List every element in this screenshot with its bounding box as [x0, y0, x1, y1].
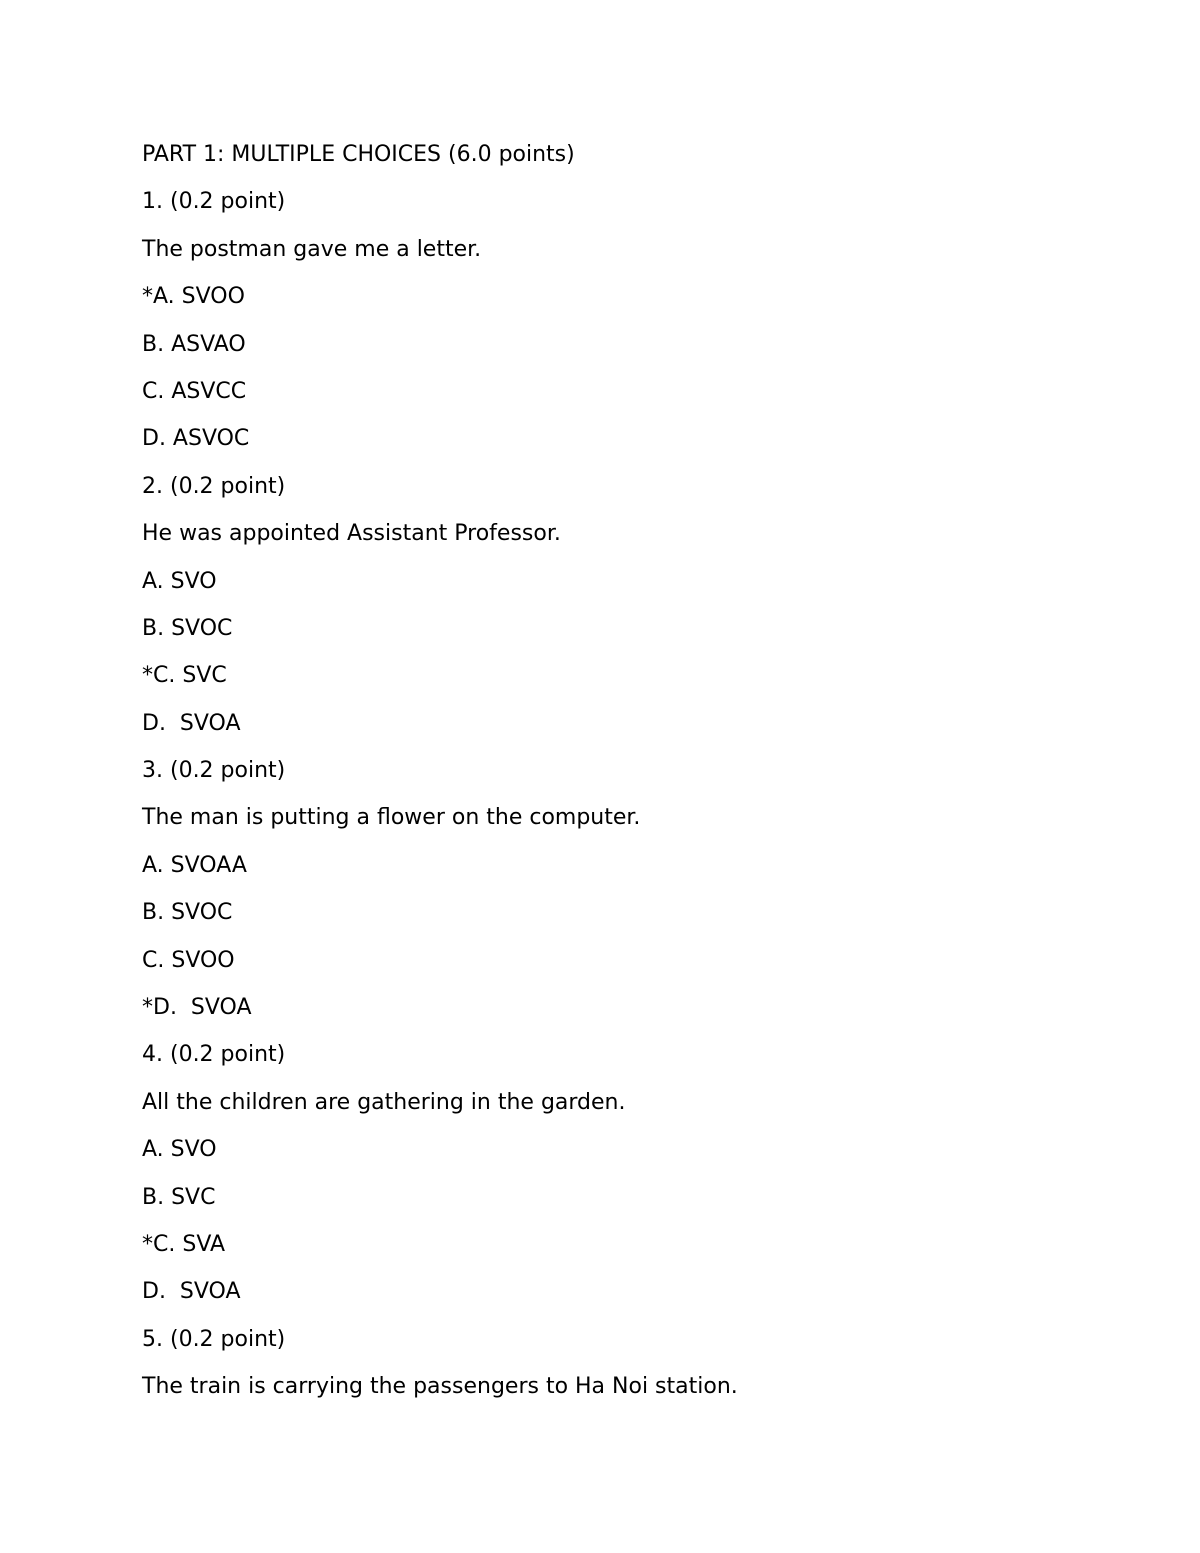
question-1-number: 1. (0.2 point) [142, 189, 286, 215]
question-4-option-c: *C. SVA [142, 1231, 226, 1257]
question-1-prompt: The postman gave me a letter. [142, 236, 482, 262]
question-1-option-a: *A. SVOO [142, 284, 245, 310]
question-3-number: 3. (0.2 point) [142, 758, 286, 784]
question-4-option-b: B. SVC [142, 1184, 216, 1210]
question-1-option-b: B. ASVAO [142, 331, 246, 357]
question-4-number: 4. (0.2 point) [142, 1042, 286, 1068]
section-heading: PART 1: MULTIPLE CHOICES (6.0 points) [142, 142, 575, 167]
question-4-option-a: A. SVO [142, 1137, 217, 1163]
question-5-number: 5. (0.2 point) [142, 1326, 286, 1352]
question-4-prompt: All the children are gathering in the garden. [142, 1089, 626, 1115]
question-3-option-a: A. SVOAA [142, 852, 247, 878]
question-2-option-b: B. SVOC [142, 615, 233, 641]
question-5-prompt: The train is carrying the passengers to Ha Noi station. [142, 1374, 738, 1400]
question-3-option-b: B. SVOC [142, 900, 233, 926]
question-3-prompt: The man is putting a flower on the computer. [142, 805, 641, 831]
question-2-option-c: *C. SVC [142, 663, 227, 689]
question-1-option-d: D. ASVOC [142, 426, 250, 452]
question-3-option-d: *D. SVOA [142, 995, 252, 1021]
question-1-option-c: C. ASVCC [142, 378, 247, 404]
question-2-prompt: He was appointed Assistant Professor. [142, 521, 561, 547]
question-2-number: 2. (0.2 point) [142, 473, 286, 499]
question-4-option-d: D. SVOA [142, 1279, 241, 1305]
question-2-option-d: D. SVOA [142, 710, 241, 736]
question-2-option-a: A. SVO [142, 568, 217, 594]
document-body [142, 137, 1142, 1417]
question-3-option-c: C. SVOO [142, 947, 235, 973]
